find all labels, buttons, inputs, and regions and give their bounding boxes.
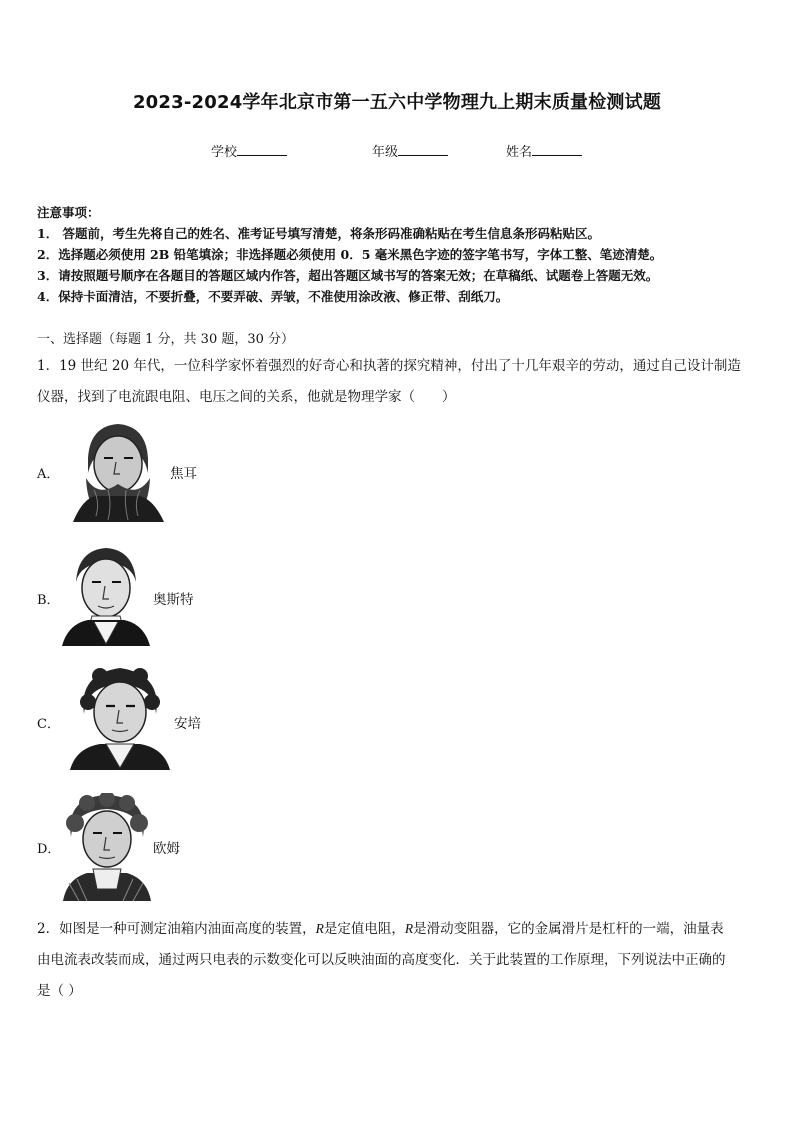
notes-heading: 注意事项： — [37, 205, 100, 220]
note-item-3: 3．请按照题号顺序在各题目的答题区域内作答，超出答题区域书写的答案无效；在草稿纸、试题卷上答题无效。 — [37, 268, 659, 283]
grade-field — [372, 141, 448, 160]
q2-line-1 — [37, 917, 724, 937]
q2-line-1-part-a: 2．如图是一种可测定油箱内油面高度的装置， — [37, 921, 316, 937]
option-c-portrait — [70, 664, 170, 770]
option-a-portrait — [68, 418, 166, 522]
q2-line-3: 是（ ） — [37, 983, 82, 999]
note-item-4: 4．保持卡面清洁，不要折叠，不要弄破、弄皱，不准使用涂改液、修正带、刮纸刀。 — [37, 289, 509, 304]
option-c-name: 安培 — [174, 716, 201, 732]
grade-blank — [398, 143, 448, 156]
option-d-letter: D． — [37, 842, 61, 857]
name-field — [506, 141, 582, 160]
name-blank — [532, 143, 582, 156]
note-item-2: 2．选择题必须使用 2B 铅笔填涂；非选择题必须使用 0．5 毫米黑色字迹的签字笔书写，字体工整、笔迹清楚。 — [37, 247, 663, 262]
q2-line-1-part-b: 是定值电阻， — [323, 921, 405, 937]
q2-line-2: 由电流表改装而成，通过两只电表的示数变化可以反映油面的高度变化．关于此装置的工作原理，下列说法中正确的 — [37, 952, 726, 968]
q1-line-2: 仪器，找到了电流跟电阻、电压之间的关系，他就是物理学家（ ） — [37, 389, 456, 405]
resistor-symbol-r0: R — [315, 921, 324, 936]
option-b-name: 奥斯特 — [153, 592, 194, 608]
name-label: 姓名 — [506, 145, 533, 160]
option-c-letter: C． — [37, 717, 60, 732]
section-heading: 一、选择题（每题 1 分，共 30 题，30 分） — [37, 332, 295, 347]
option-b-portrait — [62, 544, 150, 646]
grade-label: 年级 — [372, 145, 399, 160]
option-d-name: 欧姆 — [153, 841, 180, 857]
q2-line-1-part-c: 是滑动变阻器，它的金属滑片是杠杆的一端，油量表 — [413, 921, 724, 937]
option-d-portrait — [63, 793, 151, 901]
school-blank — [237, 143, 287, 156]
note-item-1: 1． 答题前，考生先将自己的姓名、准考证号填写清楚，将条形码准确粘贴在考生信息条形码粘贴区。 — [37, 226, 601, 241]
school-label: 学校 — [211, 145, 238, 160]
option-a-name: 焦耳 — [170, 466, 197, 482]
school-field — [211, 141, 287, 160]
option-a-letter: A． — [37, 467, 60, 482]
q1-line-1: 1．19 世纪 20 年代，一位科学家怀着强烈的好奇心和执著的探究精神，付出了十几年艰辛的劳动，通过自己设计制造 — [37, 358, 741, 374]
page-title: 2023-2024学年北京市第一五六中学物理九上期末质量检测试题 — [132, 92, 662, 113]
option-b-letter: B． — [37, 593, 60, 608]
resistor-symbol-r: R — [404, 921, 414, 936]
